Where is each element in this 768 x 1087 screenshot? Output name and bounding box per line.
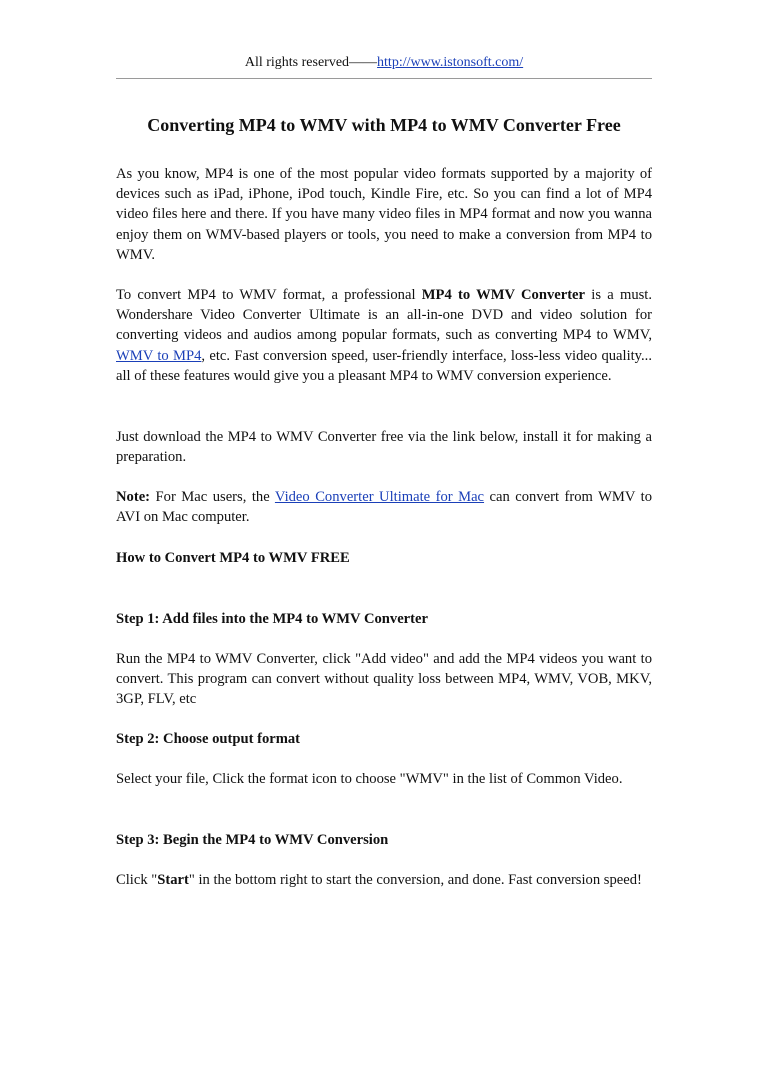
- page-header: [0, 54, 768, 72]
- download-paragraph: Just download the MP4 to WMV Converter free via the link below, install it for making a preparation.: [116, 429, 652, 466]
- note-text-end: can convert from WMV to AVI on Mac computer.: [116, 489, 652, 526]
- start-label: Start: [157, 872, 189, 888]
- howto-heading: How to Convert MP4 to WMV FREE: [116, 550, 350, 566]
- wmv-to-mp4-link[interactable]: WMV to MP4: [116, 347, 202, 364]
- intro-paragraph: As you know, MP4 is one of the most popular video formats supported by a majority of devices such as iPad, iPhone, iPod touch, Kindle Fire, etc. So you can find a lot of MP4 video files here and there. If you have many video files in MP4 format and now you wanna enjoy them on WMV-based players or tools, you need to make a conversion from MP4 to WMV.: [116, 166, 652, 263]
- document-title: Converting MP4 to WMV with MP4 to WMV Converter Free: [147, 115, 621, 135]
- header-divider: [116, 78, 652, 79]
- converter-text-middle: is a must. Wondershare Video Converter Ultimate is an all-in-one DVD and video solution for converting videos and audios among popular formats, such as converting MP4 to WMV,: [116, 287, 652, 344]
- step2-heading: Step 2: Choose output format: [116, 731, 301, 747]
- note-paragraph: [116, 487, 652, 527]
- step3-text-start: Click ": [116, 872, 158, 888]
- mac-converter-link[interactable]: Video Converter Ultimate for Mac: [274, 489, 485, 505]
- converter-text-start: To convert MP4 to WMV format, a professional: [116, 287, 422, 303]
- converter-product-name: MP4 to WMV Converter: [421, 287, 586, 303]
- copyright-text: All rights reserved——: [244, 55, 378, 70]
- step2-paragraph: Select your file, Click the format icon to choose "WMV" in the list of Common Video.: [116, 771, 623, 787]
- step1-heading: Step 1: Add files into the MP4 to WMV Converter: [116, 611, 428, 627]
- note-text-start: For Mac users, the: [150, 489, 275, 505]
- step3-heading: Step 3: Begin the MP4 to WMV Conversion: [116, 832, 389, 848]
- converter-paragraph: [116, 285, 652, 386]
- step3-paragraph: [116, 870, 652, 890]
- note-label: Note:: [116, 489, 151, 505]
- istonsoft-link[interactable]: http://www.istonsoft.com/: [377, 55, 524, 70]
- step1-paragraph: Run the MP4 to WMV Converter, click "Add video" and add the MP4 videos you want to convert. This program can convert without quality loss between MP4, WMV, VOB, MKV, 3GP, FLV, etc: [116, 651, 652, 708]
- converter-text-end: , etc. Fast conversion speed, user-friendly interface, loss-less video quality... all of these features would give you a pleasant MP4 to WMV conversion experience.: [116, 347, 652, 384]
- step3-text-end: " in the bottom right to start the conversion, and done. Fast conversion speed!: [188, 872, 642, 888]
